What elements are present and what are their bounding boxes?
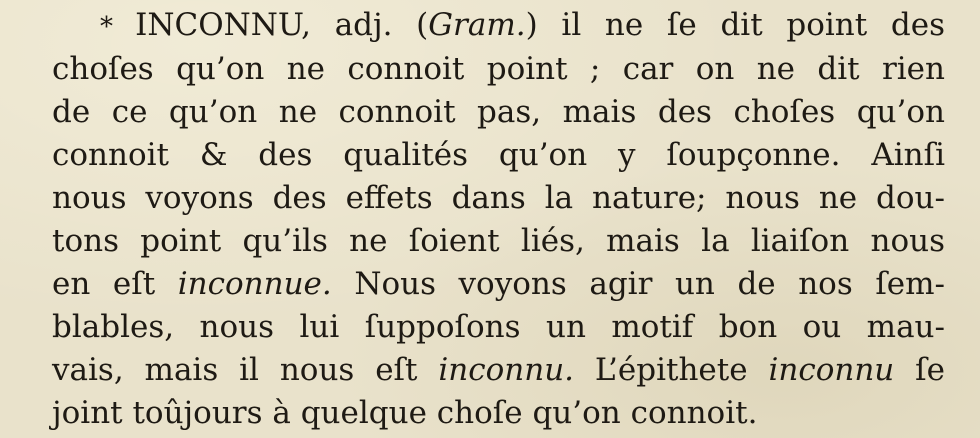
italic-term: inconnue.: [177, 266, 332, 302]
text-line: [52, 393, 945, 433]
italic-term: inconnu.: [438, 352, 575, 388]
text-segment: L’épithete: [574, 352, 769, 388]
text-segment: de ce qu’on ne connoit pas, mais des choſes qu’on: [52, 94, 945, 130]
headword-segment: INCONNU, adj. (: [135, 7, 429, 43]
text-segment: choſes qu’on ne connoit point ; car on ne dit rien: [52, 51, 945, 87]
text-line: [52, 178, 945, 218]
text-segment: ) il ne ſe dit point des: [525, 7, 945, 43]
text-segment: connoit & des qualités qu’on y ſoupçonne. Ainſi: [52, 137, 945, 173]
grammar-abbrev: Gram.: [428, 7, 526, 43]
text-segment: tons point qu’ils ne ſoient liés, mais la liaiſon nous: [52, 223, 945, 259]
text-segment: nous voyons des effets dans la nature; nous ne dou-: [52, 180, 945, 216]
text-line: [52, 264, 945, 304]
text-segment: en eſt: [52, 266, 178, 302]
text-line: [52, 49, 945, 89]
text-line: [52, 92, 945, 132]
text-line: [52, 307, 945, 347]
text-segment: joint toûjours à quelque choſe qu’on connoit.: [52, 395, 758, 431]
text-line: [52, 221, 945, 261]
text-segment: Nous voyons agir un de nos ſem-: [331, 266, 946, 302]
text-line: [52, 350, 945, 390]
text-segment: blables, nous lui ſuppoſons un motif bon ou mau-: [52, 309, 945, 345]
text-line: [52, 135, 945, 175]
text-segment: ſe: [894, 352, 945, 388]
italic-term: inconnu: [768, 352, 895, 388]
asterisk-mark: *: [100, 12, 136, 42]
text-segment: vais, mais il nous eſt: [52, 352, 439, 388]
text-line: [52, 5, 945, 45]
